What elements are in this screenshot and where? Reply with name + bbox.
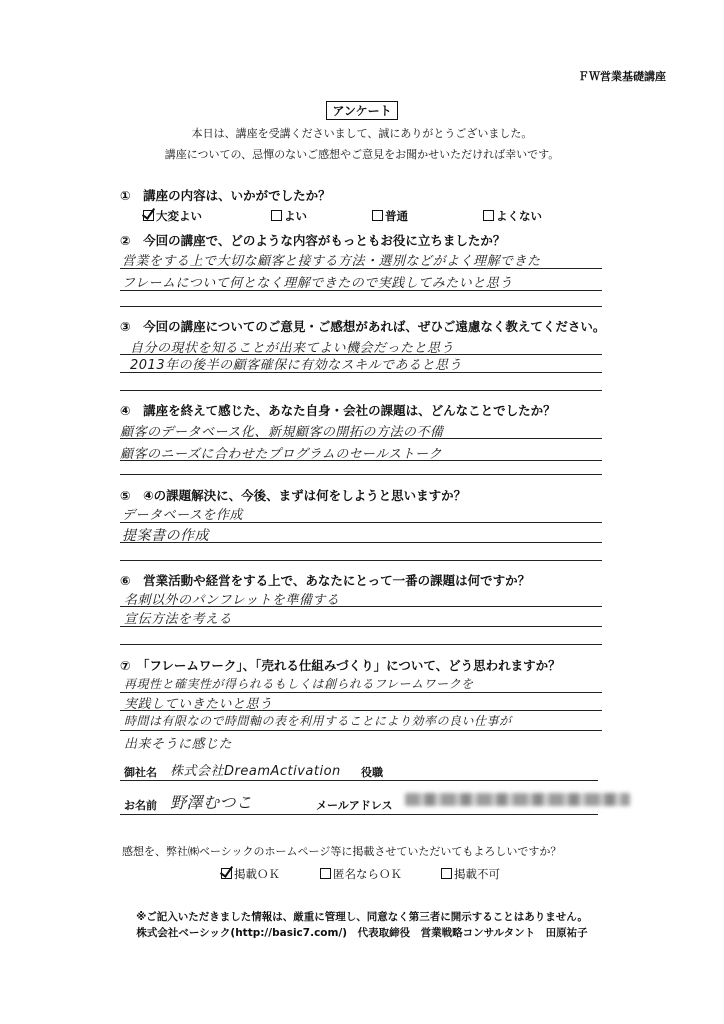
name-label: お名前	[124, 799, 157, 812]
answer-rule	[120, 474, 602, 475]
q6-answer-line-2: 宣伝方法を考える	[124, 612, 233, 627]
q6-answer-line-1: 名刺以外のパンフレットを準備する	[124, 593, 340, 608]
company-label: 御社名	[124, 766, 157, 779]
q3-answer-line-1: 自分の現状を知ることが出来てよい機会だったと思う	[130, 341, 455, 356]
q2-answer-line-1: 営業をする上で大切な顧客と接する方法・選別などがよく理解できた	[122, 254, 541, 269]
q4-answer-line-2: 顧客のニーズに合わせたプログラムのセールストーク	[120, 447, 443, 462]
answer-rule	[120, 626, 602, 627]
q7-answer-line-4: 出来そうに感じた	[124, 737, 233, 752]
company-rule	[120, 780, 598, 781]
q1-option-1[interactable]: 大変よい	[143, 208, 202, 224]
q5-answer-line-2: 提案書の作成	[122, 528, 209, 544]
consent-option-1[interactable]: 掲載ＯＫ	[221, 866, 280, 882]
q1-option-2[interactable]: よい	[271, 208, 307, 224]
answer-rule	[120, 438, 602, 439]
question-6: ⑥ 営業活動や経営をする上で、あなたにとって一番の課題は何ですか？	[120, 573, 531, 588]
question-3: ③ 今回の講座についてのご意見・ご感想があれば、ぜひご遠慮なく教えてください。	[120, 319, 606, 334]
privacy-notice: ※ご記入いただきました情報は、厳重に管理し、同意なく第三者に開示することはありません。	[136, 911, 588, 923]
q7-answer-line-3: 時間は有限なので時間軸の表を利用することにより効率の良い仕事が	[124, 714, 512, 728]
answer-rule	[120, 372, 602, 373]
name-rule	[120, 814, 598, 815]
position-label: 役職	[361, 766, 383, 779]
answer-rule	[120, 290, 602, 291]
checkbox-icon[interactable]	[483, 210, 494, 221]
checkbox-icon[interactable]	[320, 868, 331, 879]
checkbox-icon[interactable]	[271, 210, 282, 221]
question-2: ② 今回の講座で、どのような内容がもっともお役に立ちましたか？	[120, 233, 506, 248]
checkbox-checked-icon[interactable]	[143, 210, 154, 221]
consent-option-2[interactable]: 匿名ならＯＫ	[320, 866, 402, 882]
answer-rule	[120, 644, 602, 645]
question-5: ⑤ ④の課題解決に、今後、まずは何をしようと思いますか？	[120, 488, 467, 503]
answer-rule	[120, 306, 602, 307]
name-field[interactable]: 野澤むつこ	[170, 793, 253, 812]
email-redacted	[405, 793, 630, 806]
answer-rule	[120, 606, 602, 607]
q7-answer-line-1: 再現性と確実性が得られるもしくは創られるフレームワークを	[124, 677, 474, 691]
question-4: ④ 講座を終えて感じた、あなた自身・会社の課題は、どんなことでしたか？	[120, 403, 556, 418]
question-7: ⑦ 「フレームワーク」、「売れる仕組みづくり」について、どう思われますか？	[120, 658, 561, 673]
consent-question: 感想を、弊社㈱ベーシックのホームページ等に掲載させていただいてもよろしいですか？	[122, 845, 562, 858]
answer-rule	[120, 268, 602, 269]
q5-answer-line-1: データベースを作成	[122, 508, 243, 523]
company-name-field[interactable]: 株式会社DreamActivation	[170, 764, 341, 779]
checkbox-checked-icon[interactable]	[221, 868, 232, 879]
answer-rule	[120, 710, 602, 711]
intro-line-1: 本日は、講座を受講くださいまして、誠にありがとうございました。	[191, 127, 533, 140]
consent-option-3[interactable]: 掲載不可	[441, 866, 500, 882]
q4-answer-line-1: 顧客のデータベース化、新規顧客の開拓の方法の不備	[120, 425, 444, 440]
answer-rule	[120, 522, 602, 523]
answer-rule	[120, 390, 602, 391]
answer-rule	[120, 542, 602, 543]
q1-option-3[interactable]: 普通	[372, 208, 408, 224]
company-footer: 株式会社ベーシック(http://basic7.com/) 代表取締役 営業戦略コンサルタント 田原祐子	[136, 927, 588, 939]
form-title: アンケート	[326, 101, 398, 120]
intro-line-2: 講座についての、忌憚のないご感想やご意見をお聞かせいただければ幸いです。	[164, 148, 560, 161]
answer-rule	[120, 730, 602, 731]
answer-rule	[120, 460, 602, 461]
answer-rule	[120, 560, 602, 561]
course-name: ＦＷ営業基礎講座	[578, 70, 666, 83]
q3-answer-line-2: 2013年の後半の顧客確保に有効なスキルであると思う	[130, 358, 462, 373]
email-label: メールアドレス	[316, 799, 393, 812]
checkbox-icon[interactable]	[441, 868, 452, 879]
q7-answer-line-2: 実践していきたいと思う	[124, 697, 273, 712]
question-1: ① 講座の内容は、いかがでしたか？	[120, 188, 331, 203]
q2-answer-line-2: フレームについて何となく理解できたので実践してみたいと思う	[122, 276, 513, 291]
q1-option-4[interactable]: よくない	[483, 208, 542, 224]
checkbox-icon[interactable]	[372, 210, 383, 221]
